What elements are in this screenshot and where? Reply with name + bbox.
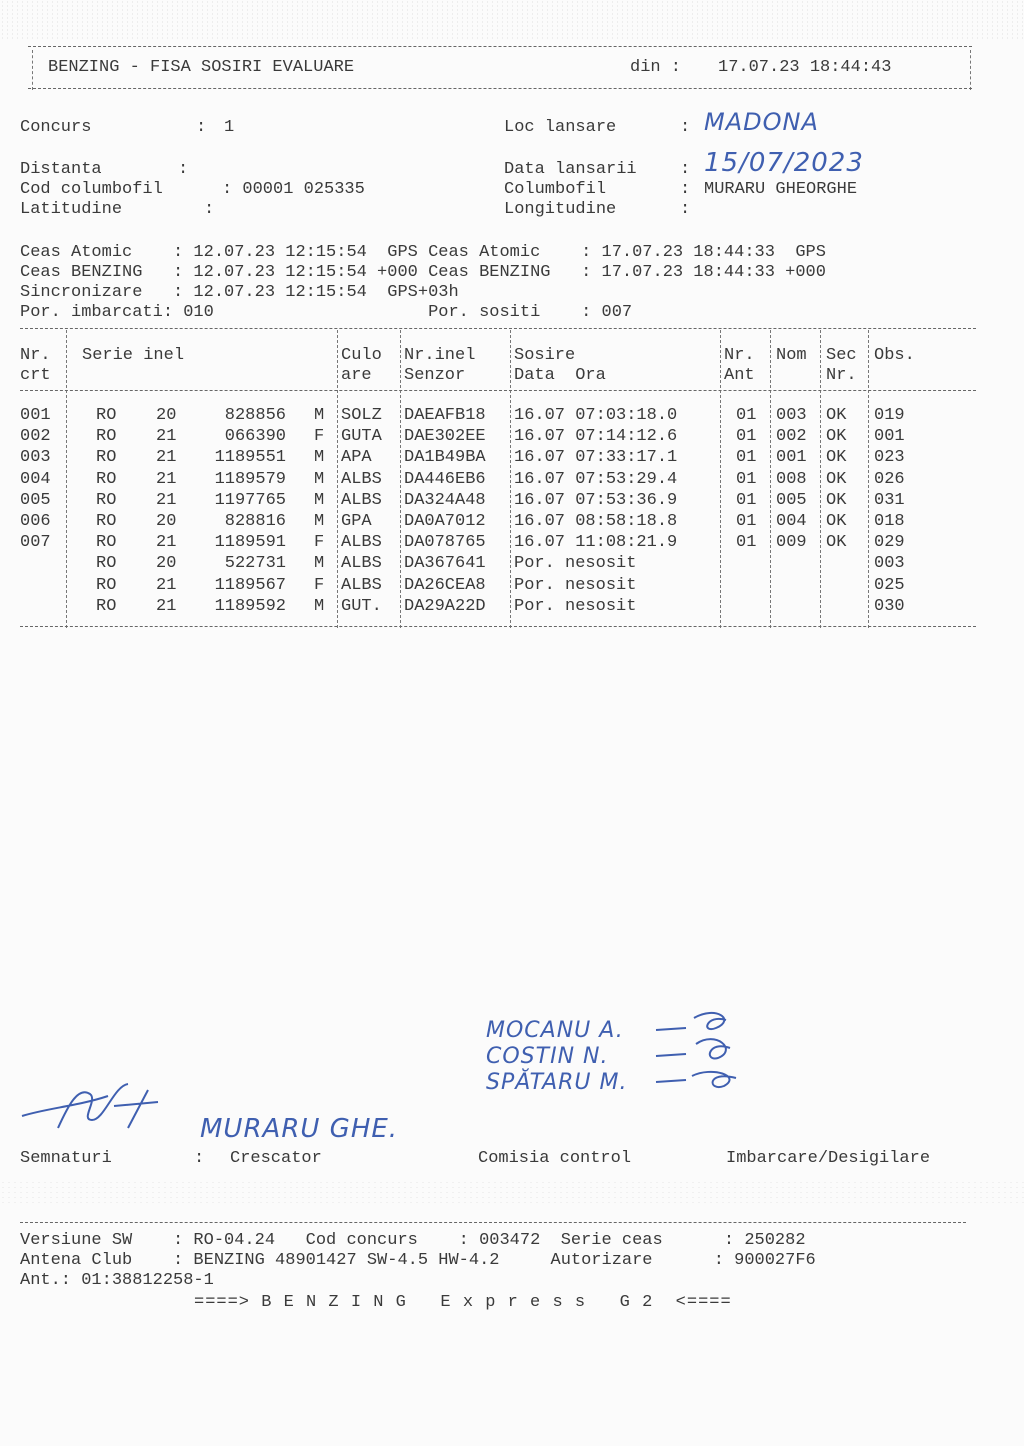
cell-ant: 01 xyxy=(736,406,757,425)
cell-culoare: GUTA xyxy=(341,427,382,447)
th-serie-inel: Serie inel xyxy=(82,346,185,365)
cell-culoare: GPA xyxy=(341,512,372,531)
cell-nom: 008 xyxy=(776,469,807,489)
loc-lansare-label: Loc lansare xyxy=(504,118,617,137)
cell-obs: 031 xyxy=(874,490,905,510)
cell-sex: M xyxy=(314,512,325,531)
cell-nom: 005 xyxy=(776,490,807,510)
cell-inel: 1197765 xyxy=(214,490,286,510)
cell-senzor: DAE302EE xyxy=(404,427,486,447)
cell-tara: RO xyxy=(96,448,117,468)
cell-senzor: DAEAFB18 xyxy=(404,406,486,425)
cell-culoare: ALBS xyxy=(341,533,382,553)
loc-lansare-sep: : xyxy=(680,118,691,137)
cell-sec: OK xyxy=(826,406,847,425)
header-title: BENZING - FISA SOSIRI EVALUARE xyxy=(48,58,355,77)
cell-ant: 01 xyxy=(736,469,757,489)
cell-culoare: ALBS xyxy=(341,575,382,595)
cell-sosire: 16.07 08:58:18.8 xyxy=(514,512,678,531)
cell-an: 21 xyxy=(156,490,177,510)
cell-sec: OK xyxy=(826,490,847,510)
cell-crt: 003 xyxy=(20,448,51,468)
cod-columbofil-value: : 00001 025335 xyxy=(222,180,365,199)
header-rule-top xyxy=(28,46,972,47)
table-vline-1 xyxy=(66,330,67,628)
signatures-label: Semnaturi xyxy=(20,1149,112,1168)
cell-obs: 026 xyxy=(874,469,905,489)
cell-tara: RO xyxy=(96,512,117,531)
th-culo: Culo xyxy=(341,346,382,365)
cell-senzor: DA1B49BA xyxy=(404,448,486,468)
table-vline-3 xyxy=(400,330,401,628)
cell-tara: RO xyxy=(96,596,117,616)
cell-culoare: ALBS xyxy=(341,490,382,510)
cell-sosire: Por. nesosit xyxy=(514,596,637,616)
loc-lansare-handwritten: MADONA xyxy=(704,108,819,136)
cell-sec: OK xyxy=(826,427,847,447)
cell-an: 21 xyxy=(156,448,177,468)
cell-an: 21 xyxy=(156,575,177,595)
cell-an: 21 xyxy=(156,596,177,616)
signatures-crescator: Crescator xyxy=(230,1149,322,1168)
latitudine-label: Latitudine xyxy=(20,200,123,219)
cell-crt: 004 xyxy=(20,469,51,489)
cell-sex: M xyxy=(314,490,325,510)
th-sosire: Sosire xyxy=(514,346,576,365)
cell-an: 21 xyxy=(156,469,177,489)
cell-sex: F xyxy=(314,575,325,595)
footer-rule xyxy=(20,1222,966,1223)
concurs-value: 1 xyxy=(224,118,235,137)
th-nr-inel: Nr.inel xyxy=(404,346,476,365)
columbofil-label: Columbofil xyxy=(504,180,607,199)
th-nom: Nom xyxy=(776,346,807,365)
cell-sosire: 16.07 11:08:21.9 xyxy=(514,533,678,553)
cell-culoare: SOLZ xyxy=(341,406,382,425)
table-vline-7 xyxy=(820,330,821,628)
concurs-sep: : xyxy=(196,118,207,137)
cell-senzor: DA26CEA8 xyxy=(404,575,486,595)
columbofil-value: MURARU GHEORGHE xyxy=(704,180,858,199)
signatures-imbarcare: Imbarcare/Desigilare xyxy=(726,1149,931,1168)
table-vline-2 xyxy=(337,330,338,628)
cell-crt: 006 xyxy=(20,512,51,531)
cell-nom: 002 xyxy=(776,427,807,447)
cell-sosire: 16.07 07:14:12.6 xyxy=(514,427,678,447)
cell-tara: RO xyxy=(96,554,117,574)
table-vline-4 xyxy=(510,330,511,628)
table-rule-header xyxy=(20,390,976,391)
clock-line-2: Ceas BENZING : 12.07.23 12:15:54 +000 Ceas BENZING : 17.07.23 18:44:33 +000 xyxy=(20,263,826,282)
footer-line-3: Ant.: 01:38812258-1 xyxy=(20,1271,214,1290)
cell-crt: 007 xyxy=(20,533,51,553)
header-left-border xyxy=(32,50,33,90)
table-vline-5 xyxy=(720,330,721,628)
cell-ant: 01 xyxy=(736,533,757,553)
longitudine-label: Longitudine xyxy=(504,200,617,219)
cell-tara: RO xyxy=(96,575,117,595)
cell-sec: OK xyxy=(826,533,847,553)
breeder-signature-scribble xyxy=(18,1076,168,1136)
columbofil-sep: : xyxy=(680,180,691,199)
cell-sex: M xyxy=(314,406,325,425)
latitudine-sep: : xyxy=(204,200,215,219)
cell-nom: 009 xyxy=(776,533,807,553)
cell-inel: 1189591 xyxy=(214,533,286,553)
cell-an: 21 xyxy=(156,427,177,447)
cell-inel: 828856 xyxy=(224,406,286,425)
cell-senzor: DA324A48 xyxy=(404,490,486,510)
data-lansarii-label: Data lansarii xyxy=(504,160,637,179)
cell-inel: 1189567 xyxy=(214,575,286,595)
cell-crt: 005 xyxy=(20,490,51,510)
cell-ant: 01 xyxy=(736,512,757,531)
th-obs: Obs. xyxy=(874,346,915,365)
cell-inel: 522731 xyxy=(224,554,286,574)
data-lansarii-sep: : xyxy=(680,160,691,179)
cell-ant: 01 xyxy=(736,490,757,510)
cell-tara: RO xyxy=(96,427,117,447)
cell-nom: 003 xyxy=(776,406,807,425)
scan-noise-top xyxy=(0,0,1024,40)
cell-an: 21 xyxy=(156,533,177,553)
cell-sosire: 16.07 07:53:29.4 xyxy=(514,469,678,489)
cell-sex: F xyxy=(314,427,325,447)
cell-tara: RO xyxy=(96,533,117,553)
cell-sosire: Por. nesosit xyxy=(514,575,637,595)
signatures-comisia: Comisia control xyxy=(478,1149,632,1168)
th-sec-nr: Nr. xyxy=(826,366,857,385)
cell-senzor: DA0A7012 xyxy=(404,512,486,531)
footer-line-1: Versiune SW : RO-04.24 Cod concurs : 003472 Serie ceas : 250282 xyxy=(20,1231,806,1250)
distanta-label: Distanta xyxy=(20,160,102,179)
commission-name-1: MOCANU A. xyxy=(486,1018,624,1043)
cell-obs: 001 xyxy=(874,427,905,447)
th-are: are xyxy=(341,366,372,385)
cell-culoare: ALBS xyxy=(341,554,382,574)
table-rule-bottom xyxy=(20,626,976,627)
cell-obs: 023 xyxy=(874,448,905,468)
cell-senzor: DA446EB6 xyxy=(404,469,486,489)
cell-sex: M xyxy=(314,448,325,468)
commission-name-3: SPĂTARU M. xyxy=(486,1070,628,1095)
clock-line-1: Ceas Atomic : 12.07.23 12:15:54 GPS Ceas Atomic : 17.07.23 18:44:33 GPS xyxy=(20,243,826,262)
cell-sec: OK xyxy=(826,469,847,489)
cell-inel: 828816 xyxy=(224,512,286,531)
cell-culoare: ALBS xyxy=(341,469,382,489)
cell-sosire: 16.07 07:03:18.0 xyxy=(514,406,678,425)
cell-sex: F xyxy=(314,533,325,553)
cell-inel: 066390 xyxy=(224,427,286,447)
cell-tara: RO xyxy=(96,490,117,510)
cell-culoare: GUT. xyxy=(341,596,382,616)
cell-senzor: DA367641 xyxy=(404,554,486,574)
cell-sex: M xyxy=(314,596,325,616)
cell-an: 20 xyxy=(156,554,177,574)
cell-senzor: DA29A22D xyxy=(404,596,486,616)
data-lansarii-handwritten: 15/07/2023 xyxy=(704,148,864,178)
cell-nom: 001 xyxy=(776,448,807,468)
th-crt: crt xyxy=(20,366,51,385)
cell-obs: 030 xyxy=(874,596,905,616)
cell-sex: M xyxy=(314,469,325,489)
footer-line-2: Antena Club : BENZING 48901427 SW-4.5 HW-4.2 Autorizare : 900027F6 xyxy=(20,1251,816,1270)
cell-crt: 001 xyxy=(20,406,51,425)
cell-crt: 002 xyxy=(20,427,51,447)
cell-obs: 025 xyxy=(874,575,905,595)
breeder-handwritten-name: MURARU GHE. xyxy=(200,1114,399,1144)
th-senzor: Senzor xyxy=(404,366,466,385)
cell-sec: OK xyxy=(826,512,847,531)
cell-culoare: APA xyxy=(341,448,372,468)
header-din-label: din : xyxy=(630,58,682,77)
longitudine-sep: : xyxy=(680,200,691,219)
cell-obs: 019 xyxy=(874,406,905,425)
cell-sec: OK xyxy=(826,448,847,468)
cell-inel: 1189579 xyxy=(214,469,286,489)
cod-columbofil-label: Cod columbofil xyxy=(20,180,163,199)
th-ant: Ant xyxy=(724,366,755,385)
table-vline-8 xyxy=(868,330,869,628)
table-rule-top xyxy=(20,328,976,329)
clock-line-4: Por. imbarcati: 010 Por. sositi : 007 xyxy=(20,303,633,322)
cell-obs: 003 xyxy=(874,554,905,574)
cell-nom: 004 xyxy=(776,512,807,531)
header-rule-bottom xyxy=(28,88,972,89)
commission-name-2: COSTIN N. xyxy=(486,1044,609,1069)
header-timestamp: 17.07.23 18:44:43 xyxy=(718,58,892,77)
footer-brand: ====> B E N Z I N G E x p r e s s G 2 <==== xyxy=(194,1293,732,1312)
cell-obs: 018 xyxy=(874,512,905,531)
cell-ant: 01 xyxy=(736,448,757,468)
cell-inel: 1189551 xyxy=(214,448,286,468)
cell-an: 20 xyxy=(156,512,177,531)
table-vline-6 xyxy=(770,330,771,628)
th-sec: Sec xyxy=(826,346,857,365)
cell-inel: 1189592 xyxy=(214,596,286,616)
cell-tara: RO xyxy=(96,406,117,425)
concurs-label: Concurs xyxy=(20,118,92,137)
signatures-sep: : xyxy=(194,1149,205,1168)
clock-line-3: Sincronizare : 12.07.23 12:15:54 GPS+03h xyxy=(20,283,459,302)
th-nr-ant: Nr. xyxy=(724,346,755,365)
th-nr: Nr. xyxy=(20,346,51,365)
cell-senzor: DA078765 xyxy=(404,533,486,553)
commission-signature-scribbles xyxy=(646,1000,756,1100)
cell-obs: 029 xyxy=(874,533,905,553)
cell-sosire: 16.07 07:33:17.1 xyxy=(514,448,678,468)
cell-an: 20 xyxy=(156,406,177,425)
distanta-sep: : xyxy=(178,160,189,179)
cell-sosire: 16.07 07:53:36.9 xyxy=(514,490,678,510)
cell-sex: M xyxy=(314,554,325,574)
cell-ant: 01 xyxy=(736,427,757,447)
cell-sosire: Por. nesosit xyxy=(514,554,637,574)
cell-tara: RO xyxy=(96,469,117,489)
scan-noise-footer xyxy=(0,1180,1024,1206)
th-data-ora: Data Ora xyxy=(514,366,606,385)
header-right-border xyxy=(970,50,971,90)
